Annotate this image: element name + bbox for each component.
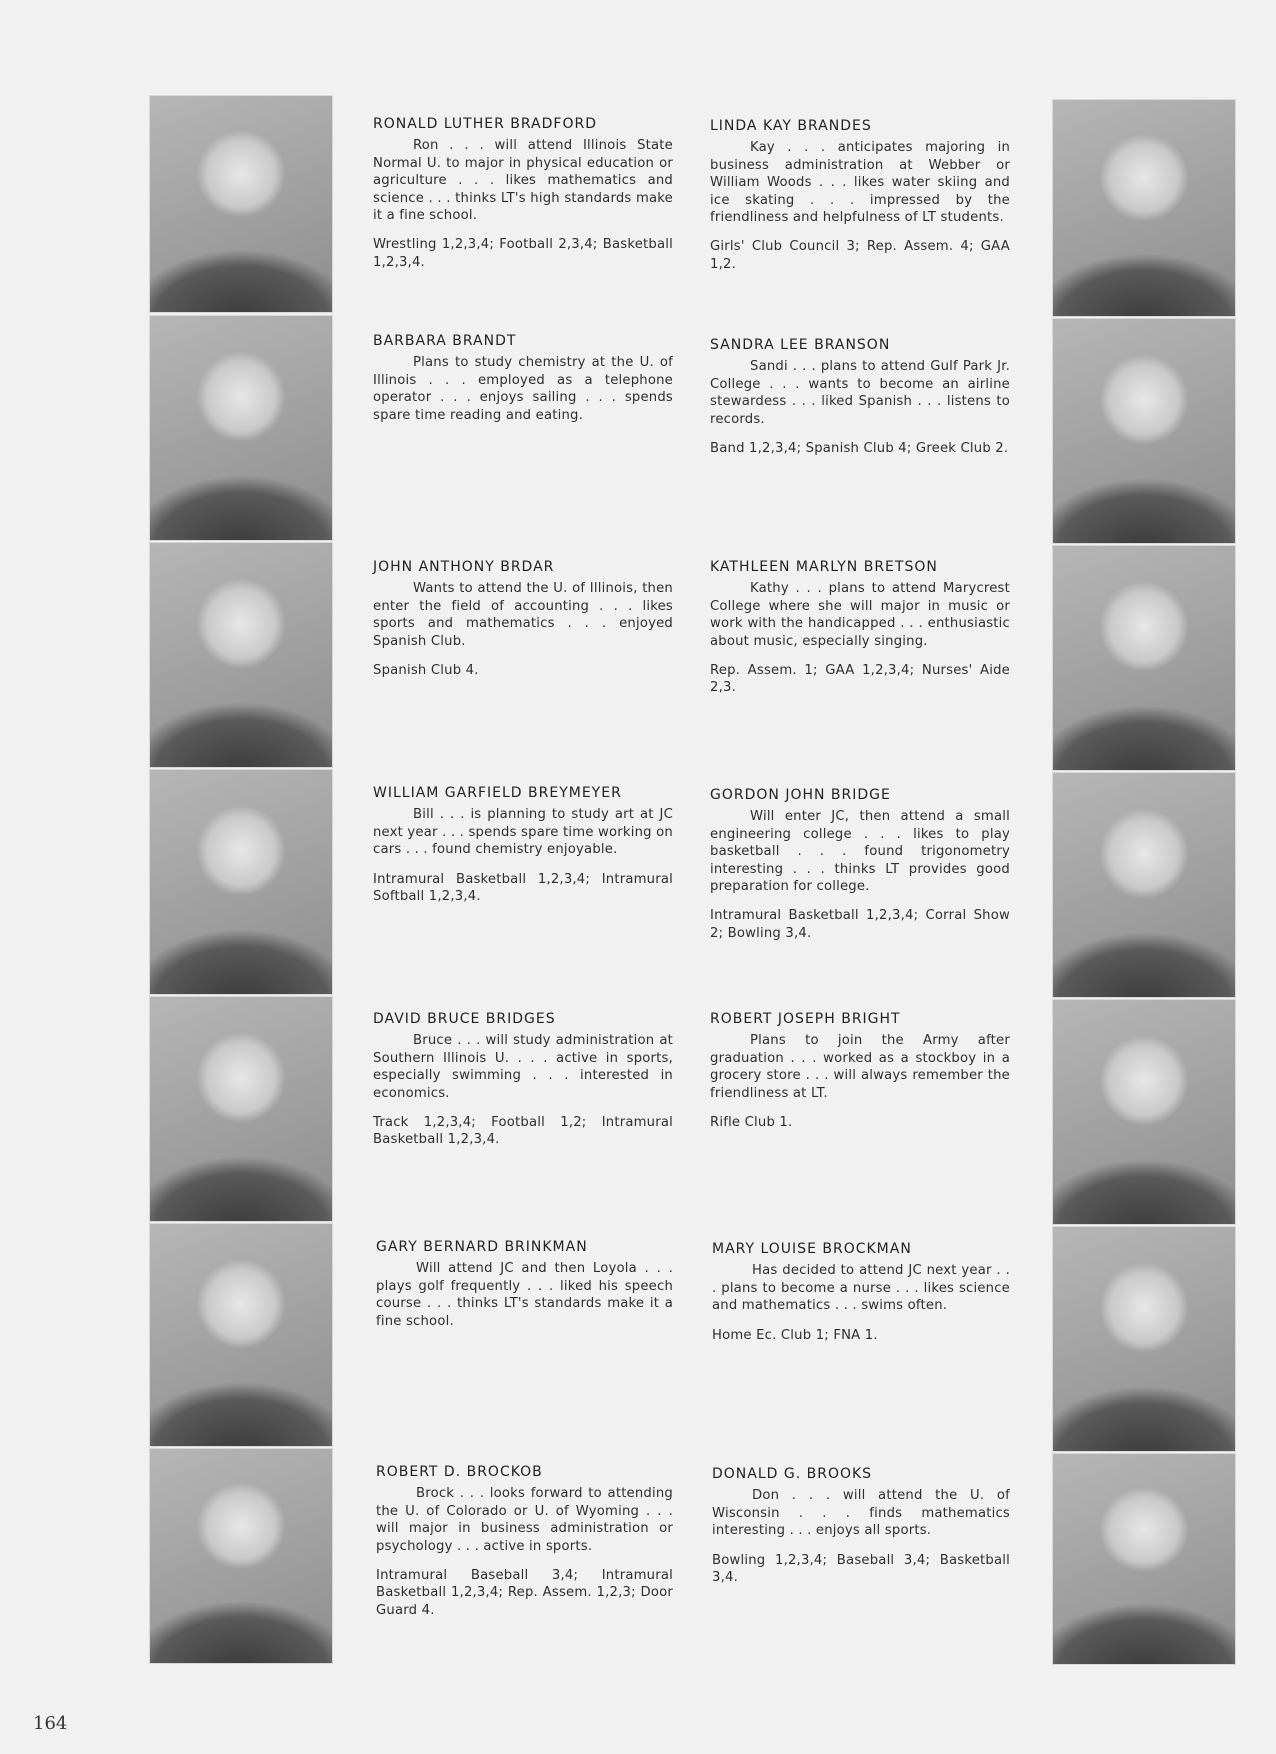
student-description: Plans to join the Army after graduation . . . worked as a stockboy in a grocery store . . . will always remember the friendliness at LT. bbox=[710, 1033, 1010, 1101]
student-description: Kay . . . anticipates majoring in business administration at Webber or William Woods . . . likes water skiing and ice skating . . . impressed by the friendliness and helpfulness of LT students. bbox=[710, 140, 1010, 226]
portrait-linda-brandes bbox=[1052, 99, 1236, 317]
portrait-gary-brinkman bbox=[149, 1223, 333, 1447]
student-entry bbox=[710, 337, 1010, 457]
student-name: WILLIAM GARFIELD BREYMEYER bbox=[373, 785, 622, 801]
portrait-barbara-brandt bbox=[149, 315, 333, 541]
student-entry bbox=[712, 1241, 1010, 1344]
student-entry bbox=[376, 1464, 673, 1619]
student-entry bbox=[710, 559, 1010, 697]
student-entry bbox=[373, 1011, 673, 1149]
student-entry bbox=[712, 1466, 1010, 1586]
student-description: Has decided to attend JC next year . . . plans to become a nurse . . . likes science and mathematics . . . swims often. bbox=[712, 1263, 1010, 1314]
student-name: SANDRA LEE BRANSON bbox=[710, 337, 891, 353]
student-description: Kathy . . . plans to attend Marycrest College where she will major in music or work with the handicapped . . . enthusiastic about music, especially singing. bbox=[710, 581, 1010, 649]
student-activities: Rifle Club 1. bbox=[710, 1115, 793, 1131]
student-description: Brock . . . looks forward to attending the U. of Colorado or U. of Wyoming . . . will major in business administration or psychology . . . active in sports. bbox=[376, 1486, 673, 1554]
portrait-mary-brockman bbox=[1052, 1226, 1236, 1452]
student-activities: Intramural Baseball 3,4; Intramural Basketball 1,2,3,4; Rep. Assem. 1,2,3; Door Guard 4. bbox=[376, 1568, 673, 1618]
student-activities: Home Ec. Club 1; FNA 1. bbox=[712, 1327, 878, 1343]
student-entry bbox=[376, 1239, 673, 1342]
student-name: DAVID BRUCE BRIDGES bbox=[373, 1011, 556, 1027]
student-description: Ron . . . will attend Illinois State Normal U. to major in physical education or agriculture . . . likes mathematics and science . . . thinks LT's high standards make it a fine school. bbox=[373, 138, 673, 224]
page-number: 164 bbox=[33, 1713, 68, 1734]
student-entry bbox=[710, 1011, 1010, 1131]
student-name: GARY BERNARD BRINKMAN bbox=[376, 1239, 588, 1255]
student-entry bbox=[710, 118, 1010, 273]
student-name: LINDA KAY BRANDES bbox=[710, 118, 872, 134]
student-description: Bill . . . is planning to study art at JC next year . . . spends spare time working on cars . . . found chemistry enjoyable. bbox=[373, 807, 673, 858]
student-entry bbox=[373, 116, 673, 271]
student-activities: Spanish Club 4. bbox=[373, 663, 479, 679]
portrait-kathleen-bretson bbox=[1052, 545, 1236, 771]
student-description: Will attend JC and then Loyola . . . plays golf frequently . . . liked his speech course . . . thinks LT's standards make it a fine school. bbox=[376, 1261, 673, 1329]
student-name: BARBARA BRANDT bbox=[373, 333, 517, 349]
portrait-sandra-branson bbox=[1052, 318, 1236, 544]
student-activities: Intramural Basketball 1,2,3,4; Corral Show 2; Bowling 3,4. bbox=[710, 908, 1010, 941]
portrait-john-brdar bbox=[149, 542, 333, 768]
student-name: MARY LOUISE BROCKMAN bbox=[712, 1241, 912, 1257]
student-description: Don . . . will attend the U. of Wisconsin . . . finds mathematics interesting . . . enjoys all sports. bbox=[712, 1488, 1010, 1539]
student-description: Wants to attend the U. of Illinois, then enter the field of accounting . . . likes sports and mathematics . . . enjoyed Spanish Club. bbox=[373, 581, 673, 649]
student-activities: Wrestling 1,2,3,4; Football 2,3,4; Basketball 1,2,3,4. bbox=[373, 237, 673, 270]
student-activities: Intramural Basketball 1,2,3,4; Intramural Softball 1,2,3,4. bbox=[373, 871, 673, 905]
student-name: RONALD LUTHER BRADFORD bbox=[373, 116, 597, 132]
portrait-gordon-bridge bbox=[1052, 772, 1236, 998]
student-activities: Rep. Assem. 1; GAA 1,2,3,4; Nurses' Aide 2,3. bbox=[710, 663, 1010, 696]
student-activities: Track 1,2,3,4; Football 1,2; Intramural Basketball 1,2,3,4. bbox=[373, 1115, 673, 1148]
student-name: GORDON JOHN BRIDGE bbox=[710, 787, 891, 803]
student-description: Plans to study chemistry at the U. of Illinois . . . employed as a telephone operator . . . enjoys sailing . . . spends spare time reading and eating. bbox=[373, 355, 673, 423]
portrait-ronald-bradford bbox=[149, 95, 333, 313]
student-entry bbox=[710, 787, 1010, 942]
student-name: DONALD G. BROOKS bbox=[712, 1466, 873, 1482]
student-entry bbox=[373, 559, 673, 679]
portrait-robert-bright bbox=[1052, 999, 1236, 1225]
student-entry bbox=[373, 785, 673, 905]
student-description: Bruce . . . will study administration at Southern Illinois U. . . . active in sports, especially swimming . . . interested in economics. bbox=[373, 1033, 673, 1101]
portrait-william-breymeyer bbox=[149, 769, 333, 995]
student-activities: Band 1,2,3,4; Spanish Club 4; Greek Club 2. bbox=[710, 441, 1009, 457]
student-name: KATHLEEN MARLYN BRETSON bbox=[710, 559, 938, 575]
portrait-david-bridges bbox=[149, 996, 333, 1222]
student-entry bbox=[373, 333, 673, 436]
portrait-donald-brooks bbox=[1052, 1453, 1236, 1665]
student-activities: Bowling 1,2,3,4; Baseball 3,4; Basketball 3,4. bbox=[712, 1552, 1010, 1586]
student-description: Sandi . . . plans to attend Gulf Park Jr. College . . . wants to become an airline stewardess . . . liked Spanish . . . listens to records. bbox=[710, 359, 1010, 427]
student-activities: Girls' Club Council 3; Rep. Assem. 4; GAA 1,2. bbox=[710, 239, 1010, 272]
portrait-robert-brockob bbox=[149, 1448, 333, 1664]
student-name: JOHN ANTHONY BRDAR bbox=[373, 559, 555, 575]
student-name: ROBERT D. BROCKOB bbox=[376, 1464, 543, 1480]
student-name: ROBERT JOSEPH BRIGHT bbox=[710, 1011, 901, 1027]
student-description: Will enter JC, then attend a small engineering college . . . likes to play basketball . . . found trigonometry interesting . . . thinks LT provides good preparation for college. bbox=[710, 809, 1010, 895]
